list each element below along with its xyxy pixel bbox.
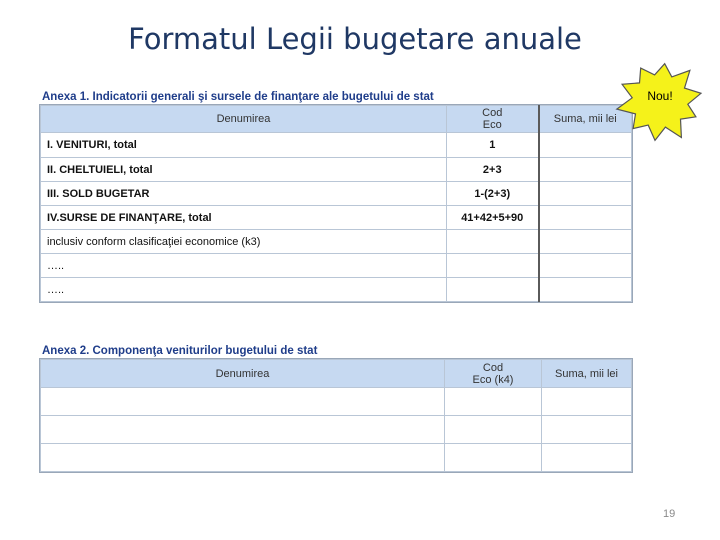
row-sum <box>539 206 632 230</box>
table-row <box>41 182 632 206</box>
row-sum <box>539 254 632 278</box>
table-row <box>41 278 632 302</box>
page-number: 19 <box>663 508 676 520</box>
header-code <box>445 360 542 388</box>
header-code-line2: Eco <box>482 119 502 131</box>
row-code <box>445 416 542 444</box>
annex1-table <box>40 105 632 302</box>
row-name: IV.SURSE DE FINANŢARE, total <box>41 206 447 230</box>
row-name: III. SOLD BUGETAR <box>41 182 447 206</box>
table-row <box>41 230 632 254</box>
table-row <box>41 133 632 158</box>
row-name: II. CHELTUIELI, total <box>41 158 447 182</box>
header-code-line2: Eco (k4) <box>472 373 514 386</box>
row-name <box>41 416 445 444</box>
header-sum: Suma, mii lei <box>542 360 632 388</box>
table-row <box>41 388 632 416</box>
row-code: 41+42+5+90 <box>447 206 539 230</box>
row-sum <box>542 444 632 472</box>
row-code: 1-(2+3) <box>447 182 539 206</box>
annex1-caption: Anexa 1. Indicatorii generali şi sursele de finanţare ale bugetului de stat <box>42 91 434 103</box>
row-code <box>447 278 539 302</box>
table-row <box>41 158 632 182</box>
annex1-header-row <box>41 106 632 133</box>
row-name <box>41 388 445 416</box>
row-code <box>445 388 542 416</box>
row-sum <box>539 278 632 302</box>
slide-title: Formatul Legii bugetare anuale <box>128 22 582 56</box>
row-name: ….. <box>41 278 447 302</box>
row-name: inclusiv conform clasificaţiei economice (k3) <box>41 230 447 254</box>
row-sum <box>539 158 632 182</box>
header-sum: Suma, mii lei <box>539 106 632 133</box>
annex2-caption: Anexa 2. Componenţa veniturilor bugetului de stat <box>42 345 318 357</box>
row-code <box>447 254 539 278</box>
row-code <box>445 444 542 472</box>
row-name: ….. <box>41 254 447 278</box>
new-badge-label: Nou! <box>647 89 673 103</box>
row-code <box>447 230 539 254</box>
table-row <box>41 254 632 278</box>
header-name: Denumirea <box>41 360 445 388</box>
row-sum <box>542 416 632 444</box>
table-row <box>41 206 632 230</box>
row-sum <box>539 230 632 254</box>
row-name <box>41 444 445 472</box>
row-code: 2+3 <box>447 158 539 182</box>
table-row <box>41 416 632 444</box>
row-sum <box>539 182 632 206</box>
header-code-line1: Cod <box>482 107 503 119</box>
header-code <box>447 106 539 133</box>
annex2-table <box>40 359 632 472</box>
row-code: 1 <box>447 133 539 158</box>
header-code-line1: Cod <box>482 361 504 374</box>
annex2-header-row <box>41 360 632 388</box>
row-name: I. VENITURI, total <box>41 133 447 158</box>
table-row <box>41 444 632 472</box>
header-name: Denumirea <box>41 106 447 133</box>
row-sum <box>542 388 632 416</box>
